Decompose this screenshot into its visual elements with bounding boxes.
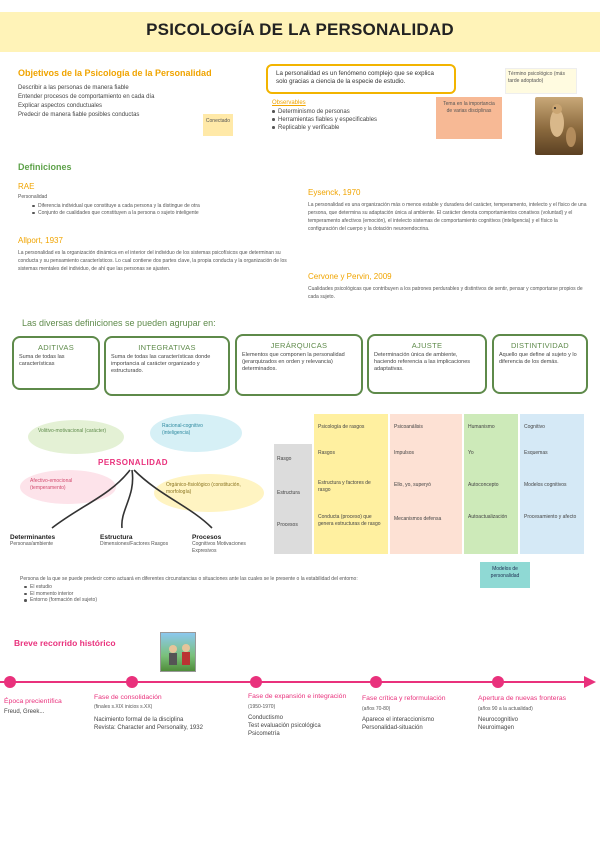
timeline-stage: Época precientífica Freud, Greek...: [4, 698, 62, 715]
table-cell: Impulsos: [394, 450, 415, 456]
note-item: El estudio: [24, 584, 480, 591]
cervone-block: [308, 272, 588, 301]
observable-item: Herramientas fiables y especificables: [272, 116, 432, 124]
historia-heading: Breve recorrido histórico: [14, 638, 116, 648]
quote-text: La personalidad es un fenómeno complejo que se explica solo gracias a ciencia de la especie de estudio.: [276, 70, 434, 86]
table-cell: Modelos cognitivos: [524, 482, 567, 488]
eysenck-text: La personalidad es una organización más o menos estable y duradera del carácter, temperamento, intelecto y el físico de una persona, que determina su adaptación única al ambiente. El carácter denota comportamientos conativos (voluntad) y el temperamento afectivos (emoción), el intelecto sistemas de comportamiento cognitivos (inteligencia) y el físico la configuración del cuerpo y la dotación neuroendocrina.: [308, 202, 587, 232]
agrupar-heading: Las diversas definiciones se pueden agrupar en:: [22, 318, 216, 328]
timeline-stage: Apertura de nuevas fronteras (años 90 a la actualidad) Neurocognitivo Neuroimagen: [478, 695, 567, 732]
group-desc: Suma de todas las características donde importancia al carácter organizado y estructurado.: [111, 354, 211, 375]
meerkat-photo: [535, 97, 583, 155]
branch-procesos: Procesos Cognitivos Motivaciones Expresivos: [192, 534, 246, 554]
node-afectivo: Afectivo-emocional (temperamento): [20, 470, 116, 504]
table-cell: Procesamiento y afecto: [524, 514, 577, 520]
note-text: Persona de la que se puede predecir como actuará en diferentes circunstancias o situaciones ante las cuales se le presente o la estabilidad del entorno:: [20, 576, 358, 582]
table-head: Humanismo: [468, 424, 495, 430]
objetivos-list: [18, 84, 208, 120]
group-title: DISTINTIVIDAD: [510, 341, 570, 350]
group-jerarquicas: [235, 334, 363, 396]
table-cell: Mecanismos defensa: [394, 516, 442, 522]
group-integrativas: [104, 336, 230, 396]
group-title: AJUSTE: [411, 341, 443, 350]
table-row-label: Rasgo: [277, 456, 292, 462]
node-organico: Orgánico-fisiológico (constitución, morfología): [154, 474, 264, 512]
eysenck-block: [308, 188, 588, 233]
rae-sub: Personalidad: [18, 194, 48, 200]
sticky-note: Conectado: [203, 114, 233, 136]
observable-item: Replicable y verificable: [272, 124, 432, 132]
people-icon: [161, 633, 197, 673]
timeline-stage: Fase crítica y reformulación (años 70-80) Aparece el interaccionismo Personalidad-situación: [362, 695, 446, 732]
rae-block: [18, 182, 293, 216]
allport-label: Allport, 1937: [18, 236, 63, 245]
objetivo-item: Describir a las personas de manera fiable: [18, 85, 129, 91]
table-cell: Esquemas: [524, 450, 548, 456]
branch-determinantes: Determinantes Personas/ambiente: [10, 534, 56, 547]
objetivos-heading: Objetivos de la Psicología de la Personalidad: [18, 68, 212, 78]
note-item: El momento interior: [24, 591, 480, 598]
quote-box: [266, 64, 456, 94]
timeline-stage: Fase de consolidación (finales s.XIX inicios s.XX) Nacimiento formal de la disciplina Revista: Character and Personality, 1932: [94, 694, 203, 731]
group-desc: Aquello que define al sujeto y lo diferencia de los demás.: [499, 352, 577, 366]
rae-list: [32, 203, 293, 217]
observables-section: [272, 100, 432, 132]
table-cell: Rasgos: [318, 450, 335, 456]
node-volitivo: Volitivo-motivacional (carácter): [28, 420, 124, 454]
mindmap-center: PERSONALIDAD: [98, 458, 169, 467]
table-row-label: Procesos: [277, 522, 298, 528]
table-head: Psicología de rasgos: [318, 424, 365, 430]
table-cell: Conducta (proceso) que genera estructuras de rasgo: [318, 514, 381, 527]
observable-item: Determinismo de personas: [272, 108, 432, 116]
note-list: [24, 584, 480, 604]
objetivo-item: Predecir de manera fiable posibles conductas: [18, 112, 140, 118]
table-cell: Autoconcepto: [468, 482, 499, 488]
rae-item: Conjunto de cualidades que constituyen a la persona o sujeto inteligente: [32, 210, 293, 217]
allport-block: [18, 236, 293, 273]
group-title: ADITIVAS: [37, 343, 75, 352]
meerkat-icon: [535, 97, 583, 155]
group-ajuste: [367, 334, 487, 394]
rae-label: RAE: [18, 182, 35, 191]
historic-photo: [160, 632, 196, 672]
photo-caption: Término psicológico (más tarde adoptado): [505, 68, 577, 94]
objetivo-item: Entender procesos de comportamiento en cada día: [18, 94, 155, 100]
table-head: Cognitivo: [524, 424, 545, 430]
observables-heading: Observables: [272, 100, 306, 106]
mindmap-branches: [40, 466, 240, 536]
eysenck-label: Eysenck, 1970: [308, 188, 361, 197]
group-title: JERÁRQUICAS: [270, 341, 328, 350]
sticky-note-orange: Tema en la importancia de varias disciplinas: [436, 97, 502, 139]
timeline-stage: Fase de expansión e integración (1950-1970) Conductismo Test evaluación psicológica Psicometría: [248, 693, 347, 738]
group-title: INTEGRATIVAS: [138, 343, 196, 352]
group-desc: Suma de todas las características: [19, 354, 65, 368]
branch-estructura: Estructura Dimensiones/Factores Rasgos: [100, 534, 169, 547]
table-cell: Autoactualización: [468, 514, 508, 520]
note-block: [20, 576, 480, 604]
group-aditivas: [12, 336, 100, 390]
node-racional: Racional-cognitivo (inteligencia): [150, 414, 242, 452]
definiciones-heading: Definiciones: [18, 162, 72, 172]
table-cell: Ello, yo, superyó: [394, 482, 431, 488]
group-distintividad: [492, 334, 588, 394]
cervone-text: Cualidades psicológicas que contribuyen a los patrones perdurables y distintivos de sentir, pensar y comportarse propios de cada sujeto.: [308, 286, 583, 300]
objetivo-item: Explicar aspectos conductuales: [18, 103, 103, 109]
allport-text: La personalidad es la organización dinámica en el interior del individuo de los sistemas psicofísicos que determinan su conducta y su pensamiento característicos. Lo cual contiene dos partes clave, la propia conducta y la organización de los sistemas mentales del individuo, de ahí que las personas se ajusten.: [18, 250, 287, 272]
table-cell: Yo: [468, 450, 474, 456]
rae-item: Diferencia individual que constituye a cada persona y la distingue de otra: [32, 203, 293, 210]
note-item: Entorno (formación del sujeto): [24, 597, 480, 604]
group-desc: Determinación única de ambiente, haciendo referencia a las implicaciones adaptativas.: [374, 352, 470, 373]
table-cell: Estructura y factores de rasgo: [318, 480, 371, 493]
group-desc: Elementos que componen la personalidad (jerarquizados en orden y relevancia) determinados.: [242, 352, 345, 373]
table-head: Psicoanálisis: [394, 424, 423, 430]
cervone-label: Cervone y Pervin, 2009: [308, 272, 392, 281]
table-row-label: Estructura: [277, 490, 300, 496]
page-title: PSICOLOGÍA DE LA PERSONALIDAD: [146, 20, 454, 39]
observables-list: [272, 108, 432, 132]
sticky-note-teal: Modelos de personalidad: [480, 562, 530, 588]
objetivos-section: [18, 68, 266, 120]
